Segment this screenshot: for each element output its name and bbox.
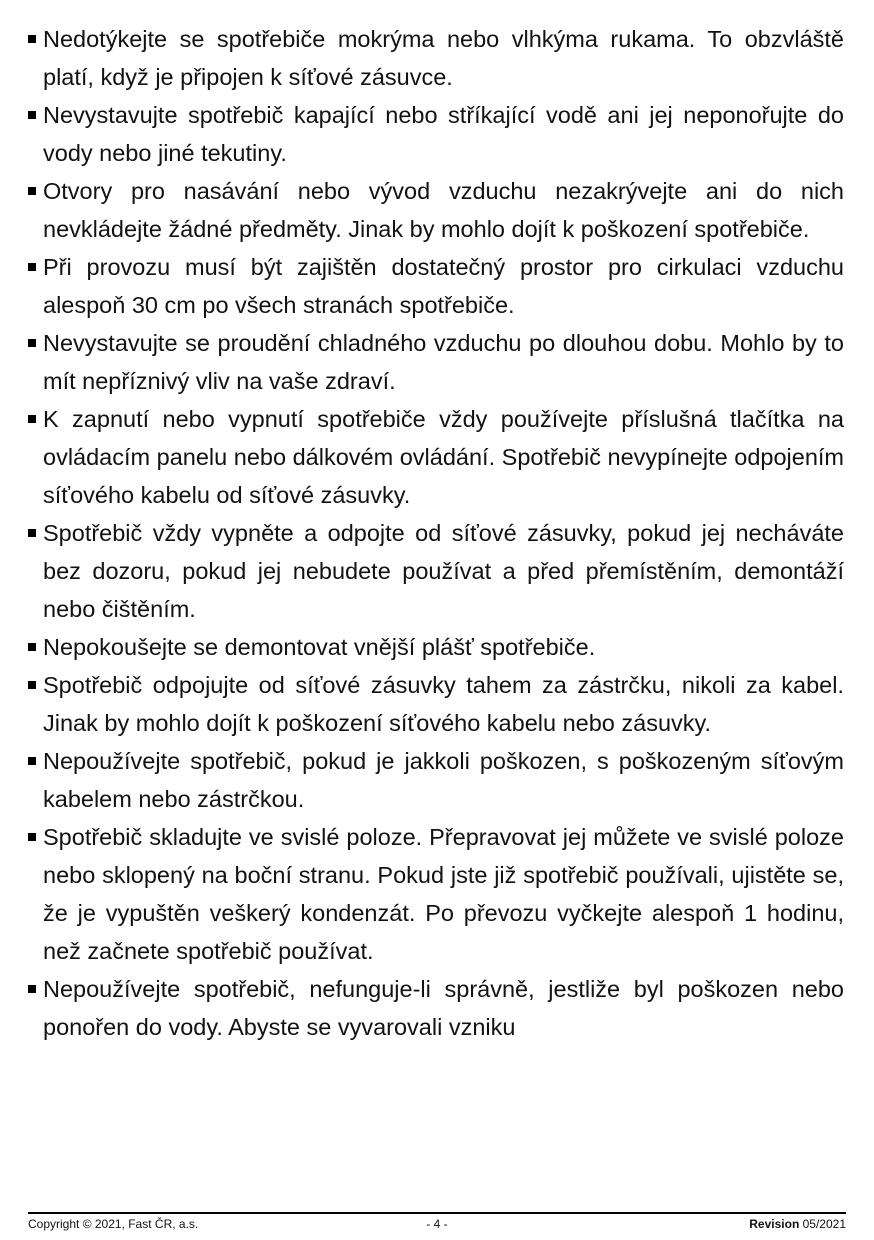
list-item: [28, 628, 844, 666]
list-item-text: Nepoužívejte spotřebič, pokud je jakkoli poškozen, s poškozeným síťovým kabelem nebo zástrčkou.: [43, 748, 844, 812]
bullet-icon: [28, 111, 36, 119]
list-item: [28, 970, 844, 1046]
footer-copyright: Copyright © 2021, Fast ČR, a.s.: [28, 1217, 199, 1231]
footer-revision-label: Revision: [749, 1217, 800, 1231]
bullet-icon: [28, 757, 36, 765]
list-item-text: Spotřebič odpojujte od síťové zásuvky tahem za zástrčku, nikoli za kabel. Jinak by mohlo dojít k poškození síťového kabelu nebo zásuvky.: [43, 672, 844, 736]
list-item: [28, 324, 844, 400]
list-item-text: Nevystavujte se proudění chladného vzduchu po dlouhou dobu. Mohlo by to mít nepříznivý vliv na vaše zdraví.: [43, 330, 844, 394]
bullet-icon: [28, 35, 36, 43]
safety-instructions-list: [28, 20, 844, 1046]
list-item: [28, 742, 844, 818]
bullet-icon: [28, 985, 36, 993]
list-item-text: Nepokoušejte se demontovat vnější plášť spotřebiče.: [43, 634, 596, 660]
footer-page-number: - 4 -: [426, 1217, 448, 1231]
list-item: [28, 400, 844, 514]
footer-revision-value: 05/2021: [799, 1217, 846, 1231]
list-item: [28, 818, 844, 970]
page-footer: [28, 1217, 846, 1235]
list-item-text: Nedotýkejte se spotřebiče mokrýma nebo vlhkýma rukama. To obzvláště platí, když je připojen k síťové zásuvce.: [43, 26, 844, 90]
list-item-text: Nevystavujte spotřebič kapající nebo stříkající vodě ani jej neponořujte do vody nebo jiné tekutiny.: [43, 102, 844, 166]
list-item-text: Nepoužívejte spotřebič, nefunguje-li správně, jestliže byl poškozen nebo ponořen do vody. Abyste se vyvarovali vzniku: [43, 976, 844, 1040]
page-content: [28, 20, 844, 1046]
bullet-icon: [28, 681, 36, 689]
list-item-text: Otvory pro nasávání nebo vývod vzduchu nezakrývejte ani do nich nevkládejte žádné předměty. Jinak by mohlo dojít k poškození spotřebiče.: [43, 178, 844, 242]
bullet-icon: [28, 529, 36, 537]
list-item: [28, 248, 844, 324]
list-item-text: Při provozu musí být zajištěn dostatečný prostor pro cirkulaci vzduchu alespoň 30 cm po všech stranách spotřebiče.: [43, 254, 844, 318]
bullet-icon: [28, 187, 36, 195]
list-item: [28, 96, 844, 172]
list-item-text: K zapnutí nebo vypnutí spotřebiče vždy používejte příslušná tlačítka na ovládacím panelu nebo dálkovém ovládání. Spotřebič nevypínejte odpojením síťového kabelu od síťové zásuvky.: [43, 406, 844, 508]
bullet-icon: [28, 415, 36, 423]
bullet-icon: [28, 643, 36, 651]
bullet-icon: [28, 339, 36, 347]
list-item: [28, 172, 844, 248]
list-item-text: Spotřebič vždy vypněte a odpojte od síťové zásuvky, pokud jej necháváte bez dozoru, pokud jej nebudete používat a před přemístěním, demontáží nebo čištěním.: [43, 520, 844, 622]
list-item: [28, 514, 844, 628]
list-item-text: Spotřebič skladujte ve svislé poloze. Přepravovat jej můžete ve svislé poloze nebo sklopený na boční stranu. Pokud jste již spotřebič používali, ujistěte se, že je vypuštěn veškerý kondenzát. Po převozu vyčkejte alespoň 1 hodinu, než začnete spotřebič používat.: [43, 824, 844, 964]
footer-divider: [28, 1212, 846, 1214]
bullet-icon: [28, 263, 36, 271]
bullet-icon: [28, 833, 36, 841]
footer-revision: [749, 1217, 846, 1231]
list-item: [28, 20, 844, 96]
list-item: [28, 666, 844, 742]
